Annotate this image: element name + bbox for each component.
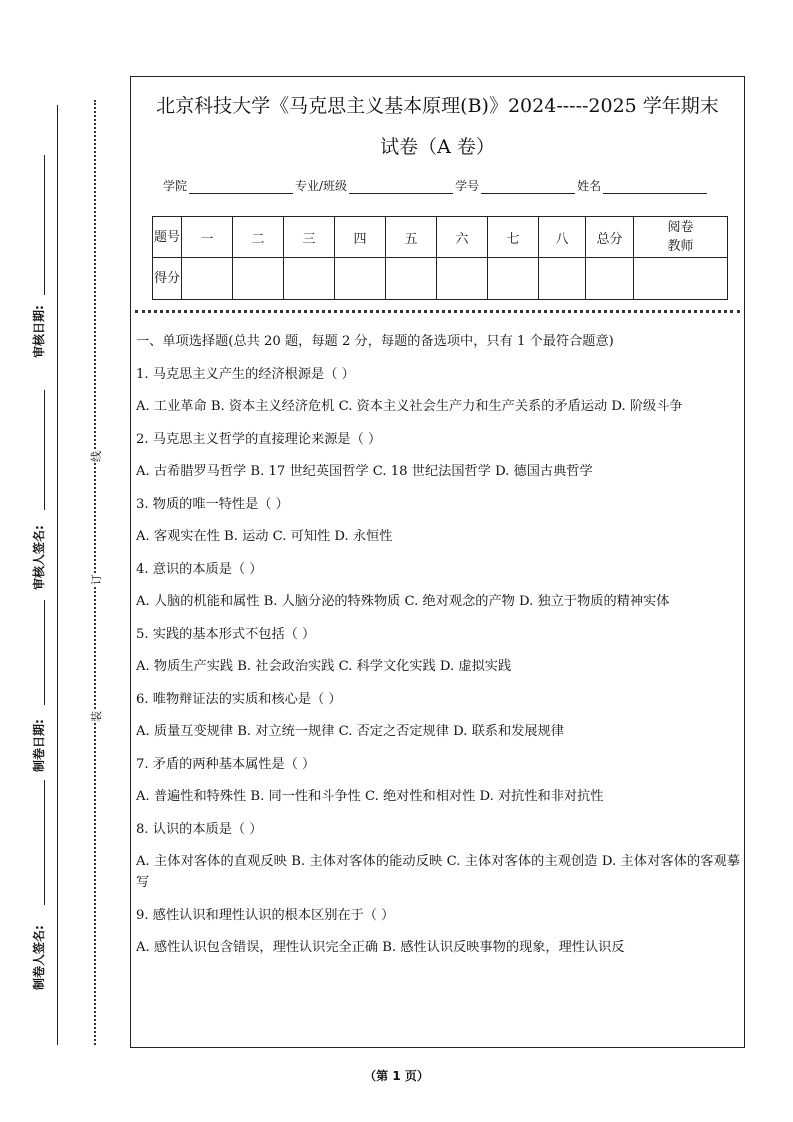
score-col-6: 六 bbox=[437, 217, 488, 258]
name-label: 姓名 bbox=[577, 179, 602, 193]
score-col-3: 三 bbox=[284, 217, 335, 258]
student-info-row bbox=[163, 177, 709, 194]
score-cell[interactable] bbox=[488, 258, 539, 300]
make-date-blank bbox=[44, 600, 45, 705]
score-cell[interactable] bbox=[335, 258, 386, 300]
question-5: 5. 实践的基本形式不包括（ ） bbox=[136, 627, 316, 642]
score-cell[interactable] bbox=[386, 258, 437, 300]
reviewer-sign-blank bbox=[44, 390, 45, 510]
question-9: 9. 感性认识和理性认识的根本区别在于（ ） bbox=[136, 908, 395, 923]
page-footer: （第 1 页） bbox=[364, 1069, 429, 1083]
score-col-7: 七 bbox=[488, 217, 539, 258]
question-6: 6. 唯物辩证法的实质和核心是（ ） bbox=[136, 692, 342, 707]
cut-label-zhuang: 装 bbox=[90, 711, 103, 722]
score-col-grader bbox=[634, 217, 728, 258]
college-field[interactable] bbox=[189, 181, 293, 194]
score-table bbox=[152, 216, 728, 300]
major-label: 专业/班级 bbox=[295, 179, 348, 193]
cut-label-ding: 订 bbox=[90, 574, 103, 585]
score-col-5: 五 bbox=[386, 217, 437, 258]
exam-title-line1: 北京科技大学《马克思主义基本原理(B)》2024-----2025 学年期末 bbox=[156, 95, 719, 117]
score-table-header-tihao: 题号 bbox=[153, 217, 182, 258]
score-col-total: 总分 bbox=[586, 217, 634, 258]
options-5: A. 物质生产实践 B. 社会政治实践 C. 科学文化实践 D. 虚拟实践 bbox=[136, 659, 512, 674]
grader-label: 阅卷教师 bbox=[667, 220, 694, 254]
question-3: 3. 物质的唯一特性是（ ） bbox=[136, 497, 289, 512]
exam-title-line2: 试卷（A 卷） bbox=[380, 136, 495, 158]
question-7: 7. 矛盾的两种基本属性是（ ） bbox=[136, 757, 316, 772]
question-8: 8. 认识的本质是（ ） bbox=[136, 822, 263, 837]
name-field[interactable] bbox=[603, 181, 707, 194]
score-cell[interactable] bbox=[539, 258, 586, 300]
score-table-header-defen: 得分 bbox=[153, 258, 182, 300]
score-cell[interactable] bbox=[233, 258, 284, 300]
options-7: A. 普遍性和特殊性 B. 同一性和斗争性 C. 绝对性和相对性 D. 对抗性和非对抗性 bbox=[136, 789, 604, 804]
options-4: A. 人脑的机能和属性 B. 人脑分泌的特殊物质 C. 绝对观念的产物 D. 独立于物质的精神实体 bbox=[136, 594, 670, 609]
options-2: A. 古希腊罗马哲学 B. 17 世纪英国哲学 C. 18 世纪法国哲学 D. 德国古典哲学 bbox=[136, 464, 593, 479]
question-4: 4. 意识的本质是（ ） bbox=[136, 562, 263, 577]
review-date-blank bbox=[44, 155, 45, 295]
binding-line-left bbox=[57, 105, 58, 1045]
score-cell[interactable] bbox=[586, 258, 634, 300]
score-col-1: 一 bbox=[182, 217, 233, 258]
cut-label-xian: 线 bbox=[90, 451, 103, 462]
review-date-label: 审核日期: bbox=[32, 305, 46, 358]
question-2: 2. 马克思主义哲学的直接理论来源是（ ） bbox=[136, 432, 382, 447]
exam-frame bbox=[130, 76, 745, 1048]
student-id-field[interactable] bbox=[481, 181, 575, 194]
options-6: A. 质量互变规律 B. 对立统一规律 C. 否定之否定规律 D. 联系和发展规律 bbox=[136, 724, 564, 739]
score-col-8: 八 bbox=[539, 217, 586, 258]
score-cell[interactable] bbox=[437, 258, 488, 300]
score-cell[interactable] bbox=[634, 258, 728, 300]
college-label: 学院 bbox=[163, 179, 188, 193]
score-col-4: 四 bbox=[335, 217, 386, 258]
maker-sign-label: 制卷人签名: bbox=[32, 925, 46, 990]
options-8: A. 主体对客体的直观反映 B. 主体对客体的能动反映 C. 主体对客体的主观创造 D. 主体对客体的客观摹写 bbox=[136, 854, 740, 890]
score-cell[interactable] bbox=[284, 258, 335, 300]
score-col-2: 二 bbox=[233, 217, 284, 258]
reviewer-sign-label: 审核人签名: bbox=[32, 525, 46, 590]
options-3: A. 客观实在性 B. 运动 C. 可知性 D. 永恒性 bbox=[136, 529, 393, 544]
options-9: A. 感性认识包含错误，理性认识完全正确 B. 感性认识反映事物的现象，理性认识反 bbox=[136, 940, 625, 955]
section-separator bbox=[135, 310, 740, 313]
score-cell[interactable] bbox=[182, 258, 233, 300]
binding-dotted-line bbox=[94, 100, 96, 1045]
question-1: 1. 马克思主义产生的经济根源是（ ） bbox=[136, 367, 355, 382]
options-1: A. 工业革命 B. 资本主义经济危机 C. 资本主义社会生产力和生产关系的矛盾运动 D. 阶级斗争 bbox=[136, 399, 683, 414]
section-heading: 一、单项选择题(总共 20 题，每题 2 分，每题的备选项中，只有 1 个最符合题意) bbox=[136, 334, 614, 349]
maker-sign-blank bbox=[44, 780, 45, 905]
questions-content bbox=[136, 331, 740, 958]
make-date-label: 制卷日期: bbox=[32, 719, 46, 772]
major-field[interactable] bbox=[349, 181, 453, 194]
student-id-label: 学号 bbox=[455, 179, 480, 193]
